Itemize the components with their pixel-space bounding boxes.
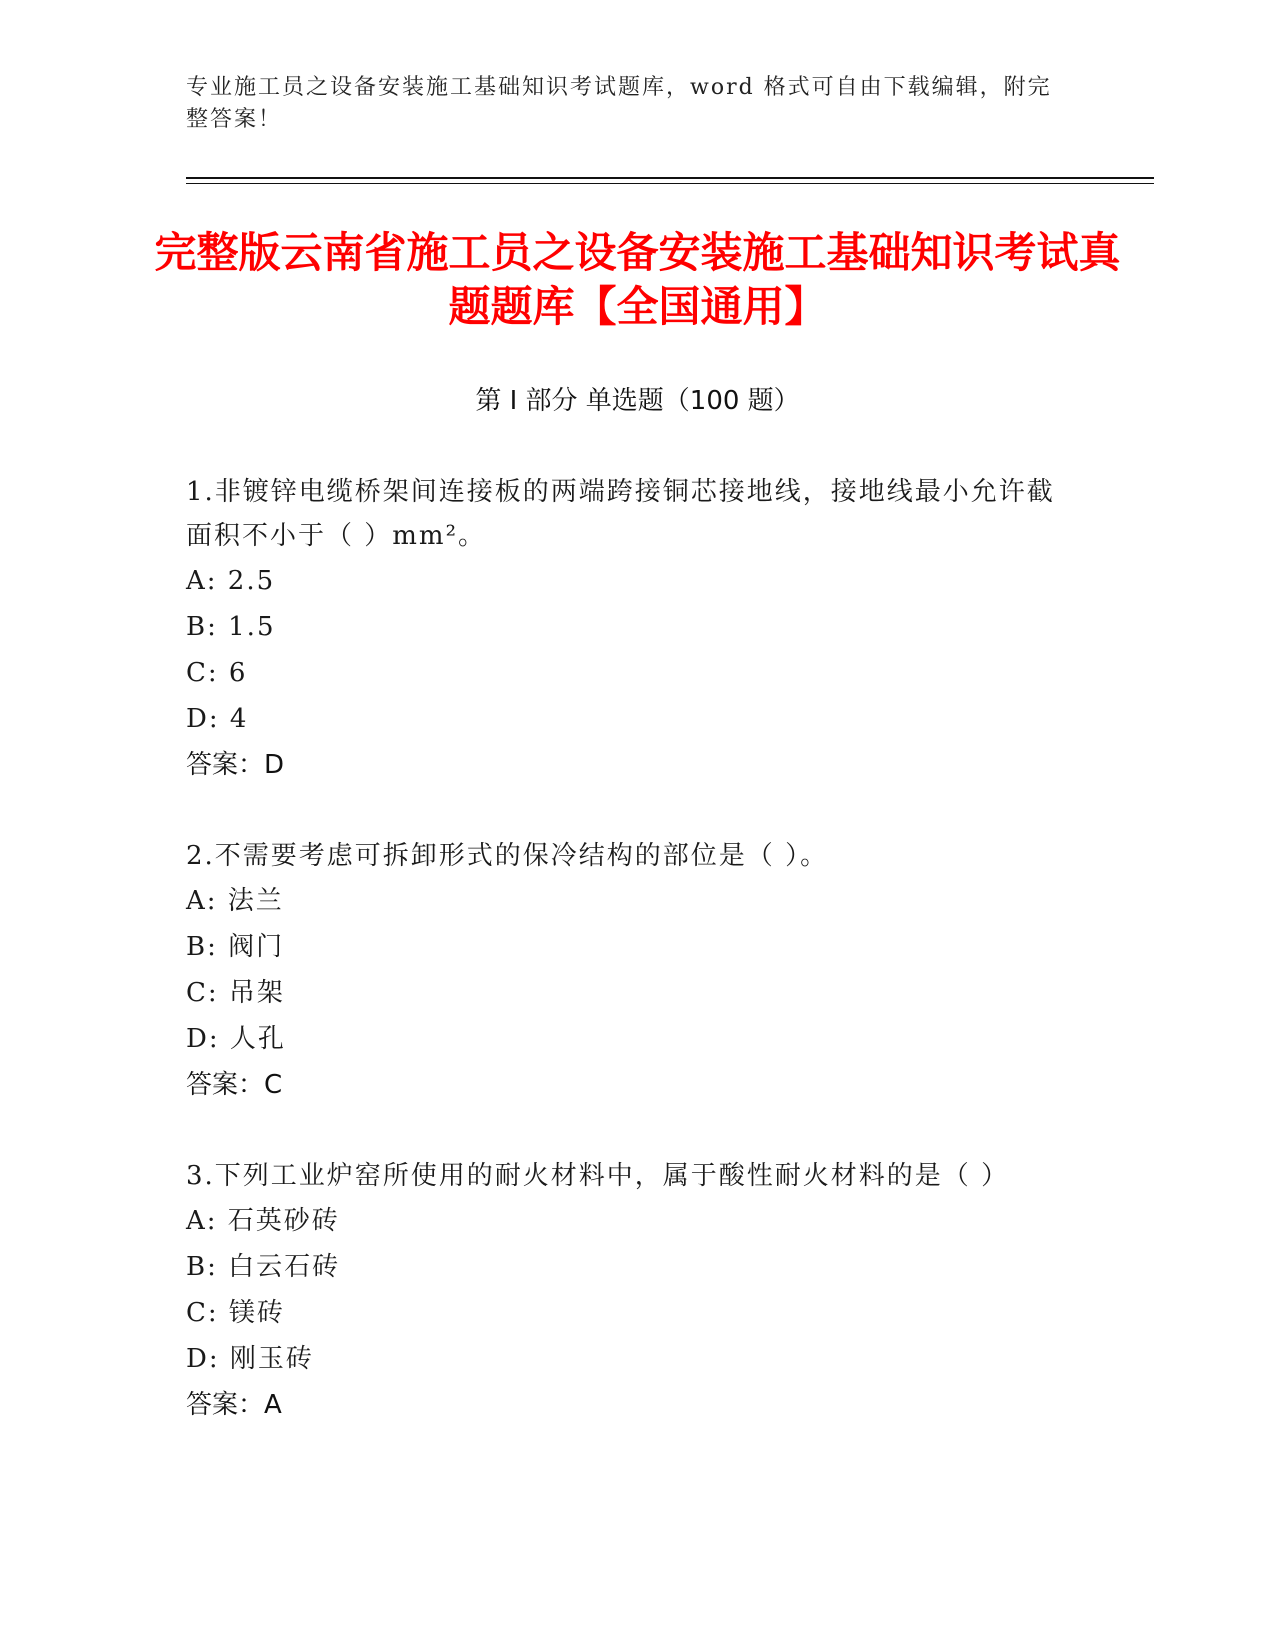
header-note: 专业施工员之设备安装施工基础知识考试题库，word 格式可自由下载编辑，附完整答案！ (186, 75, 1052, 132)
option-a: A: 法兰 (186, 886, 284, 916)
document-title: 完整版云南省施工员之设备安装施工基础知识考试真题题库【全国通用】 (154, 228, 1121, 331)
option-c: C: 6 (186, 658, 248, 688)
section-heading: 第 I 部分 单选题（100 题） (475, 386, 800, 416)
header-divider-thick (186, 177, 1154, 179)
answer: 答案：C (186, 1070, 283, 1100)
question-1 (186, 470, 1066, 788)
question-list (186, 470, 1066, 1474)
option-c: C: 吊架 (186, 978, 285, 1008)
question-stem: 3.下列工业炉窑所使用的耐火材料中，属于酸性耐火材料的是（ ） (186, 1161, 1010, 1191)
option-a: A: 石英砂砖 (186, 1206, 340, 1236)
answer: 答案：A (186, 1390, 282, 1420)
option-b: B: 白云石砖 (186, 1252, 341, 1282)
question-2 (186, 834, 1066, 1108)
option-d: D: 人孔 (186, 1024, 286, 1054)
header-divider-thin (186, 183, 1154, 184)
question-stem: 1.非镀锌电缆桥架间连接板的两端跨接铜芯接地线，接地线最小允许截面积不小于（ ）mm²。 (186, 477, 1055, 551)
question-3 (186, 1154, 1066, 1428)
answer: 答案：D (186, 750, 285, 780)
question-stem: 2.不需要考虑可拆卸形式的保冷结构的部位是（ ）。 (186, 841, 829, 871)
option-c: C: 镁砖 (186, 1298, 285, 1328)
option-d: D: 刚玉砖 (186, 1344, 314, 1374)
option-a: A: 2.5 (186, 566, 276, 596)
option-b: B: 1.5 (186, 612, 276, 642)
option-b: B: 阀门 (186, 932, 285, 962)
option-d: D: 4 (186, 704, 249, 734)
